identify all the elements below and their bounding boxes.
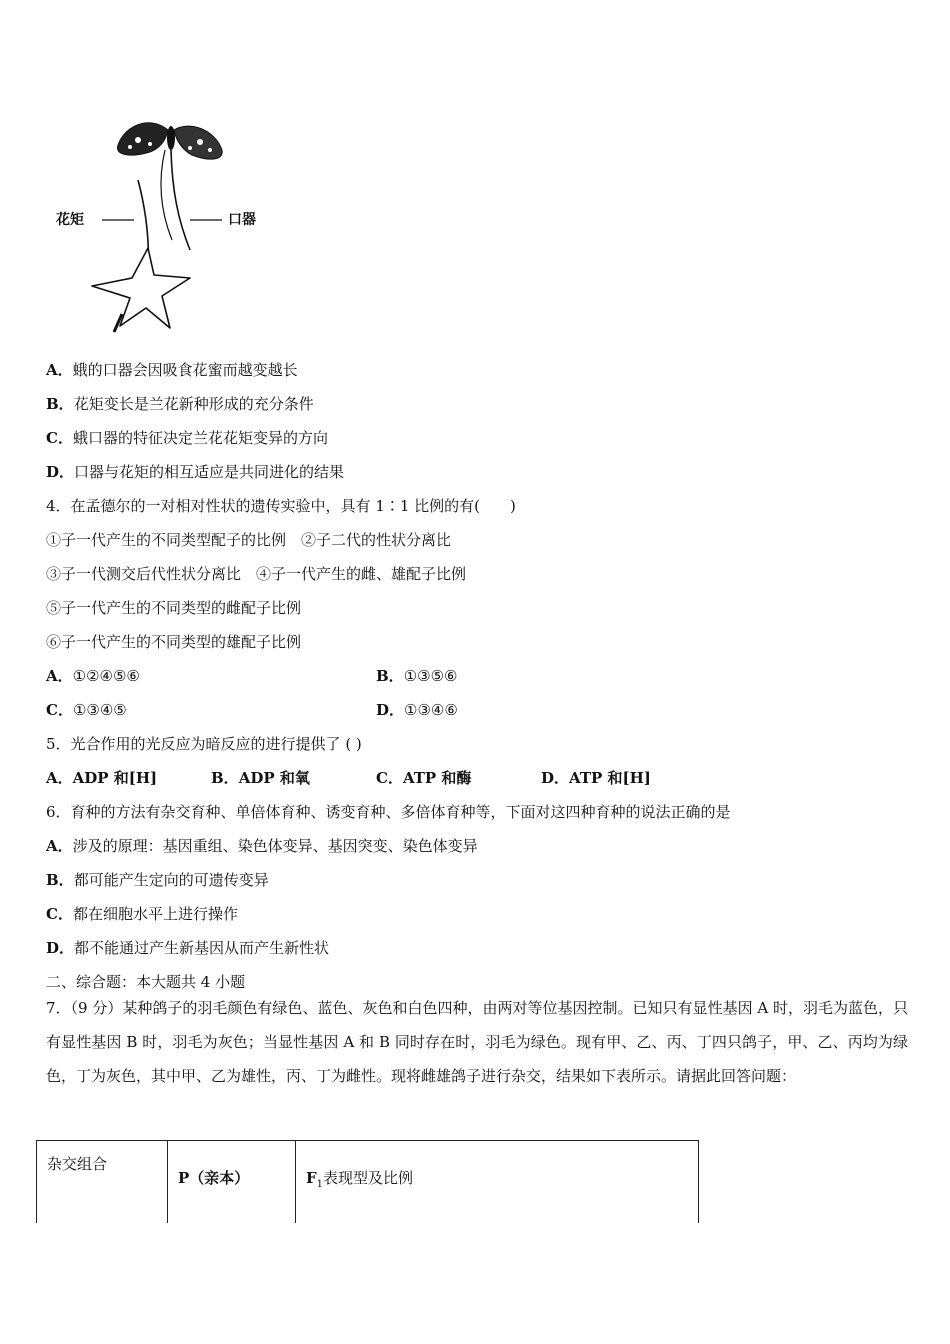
q3-option-b: B．花矩变长是兰花新种形成的充分条件 (46, 395, 314, 413)
q7-text: 7．（9 分）某种鸽子的羽毛颜色有绿色、蓝色、灰色和白色四种，由两对等位基因控制。已知只有显性基因 A 时，羽毛为蓝色，只有显性基因 B 时，羽毛为灰色；当显性基因 A 和 B 同时存在时，羽毛为绿色。现有甲、乙、丙、丁四只鸽子，甲、乙、丙均为绿色，丁为灰色，其中甲、乙为雄性，丙、丁为雌性。现将雌雄鸽子进行杂交，结果如下表所示。请据此回答问题： (46, 999, 908, 1085)
figure-label-spur: 花矩 (56, 212, 84, 228)
q4-item-1: ①子一代产生的不同类型配子的比例 ②子二代的性状分离比 (46, 531, 452, 549)
q5-stem: 5．光合作用的光反应为暗反应的进行提供了 ( ) (46, 735, 362, 753)
orchid-flower (92, 248, 190, 328)
q5-option-d: D．ATP 和[H] (541, 769, 651, 787)
header-cross-combination: 杂交组合 (37, 1141, 168, 1224)
header-parents: P（亲本） (168, 1141, 296, 1224)
q6-option-b: B．都可能产生定向的可遗传变异 (46, 871, 269, 889)
q3-option-c: C．蛾口器的特征决定兰花花矩变异的方向 (46, 429, 328, 447)
q3-option-a: A．蛾的口器会因吸食花蜜而越变越长 (46, 361, 298, 379)
header-f1-phenotype: $F_1$表现型及比例 (296, 1141, 699, 1224)
q5-option-b: B．ADP 和氧 (211, 769, 310, 787)
moth-wing-left (117, 123, 168, 155)
moth-proboscis (171, 150, 190, 250)
q5-option-c: C．ATP 和酶 (376, 769, 472, 787)
q4-option-b: B．①③⑤⑥ (376, 667, 458, 685)
cross-table (36, 1140, 699, 1223)
q4-option-d: D．①③④⑥ (376, 701, 458, 719)
q4-option-c: C．①③④⑤ (46, 701, 127, 719)
q6-option-d: D．都不能通过产生新基因从而产生新性状 (46, 939, 330, 957)
section-heading: 二、综合题：本大题共 4 小题 (46, 973, 246, 991)
q4-item-2: ③子一代测交后代性状分离比 ④子一代产生的雌、雄配子比例 (46, 565, 467, 583)
q6-option-a: A．涉及的原理：基因重组、染色体变异、基因突变、染色体变异 (46, 837, 478, 855)
q5-option-a: A．ADP 和[H] (46, 769, 158, 787)
q6-option-c: C．都在细胞水平上进行操作 (46, 905, 238, 923)
q4-stem: 4．在孟德尔的一对相对性状的遗传实验中，具有 1∶1 比例的有( ) (46, 497, 516, 515)
q4-option-a: A．①②④⑤⑥ (46, 667, 140, 685)
moth-body (167, 126, 175, 150)
q6-stem: 6．育种的方法有杂交育种、单倍体育种、诱变育种、多倍体育种等，下面对这四种育种的说法正确的是 (46, 803, 731, 821)
table-header-row (37, 1141, 699, 1224)
q3-option-d: D．口器与花矩的相互适应是共同进化的结果 (46, 463, 345, 481)
q4-item-3: ⑤子一代产生的不同类型的雌配子比例 (46, 599, 302, 617)
figure-label-proboscis: 口器 (228, 212, 256, 228)
q4-item-4: ⑥子一代产生的不同类型的雄配子比例 (46, 633, 302, 651)
